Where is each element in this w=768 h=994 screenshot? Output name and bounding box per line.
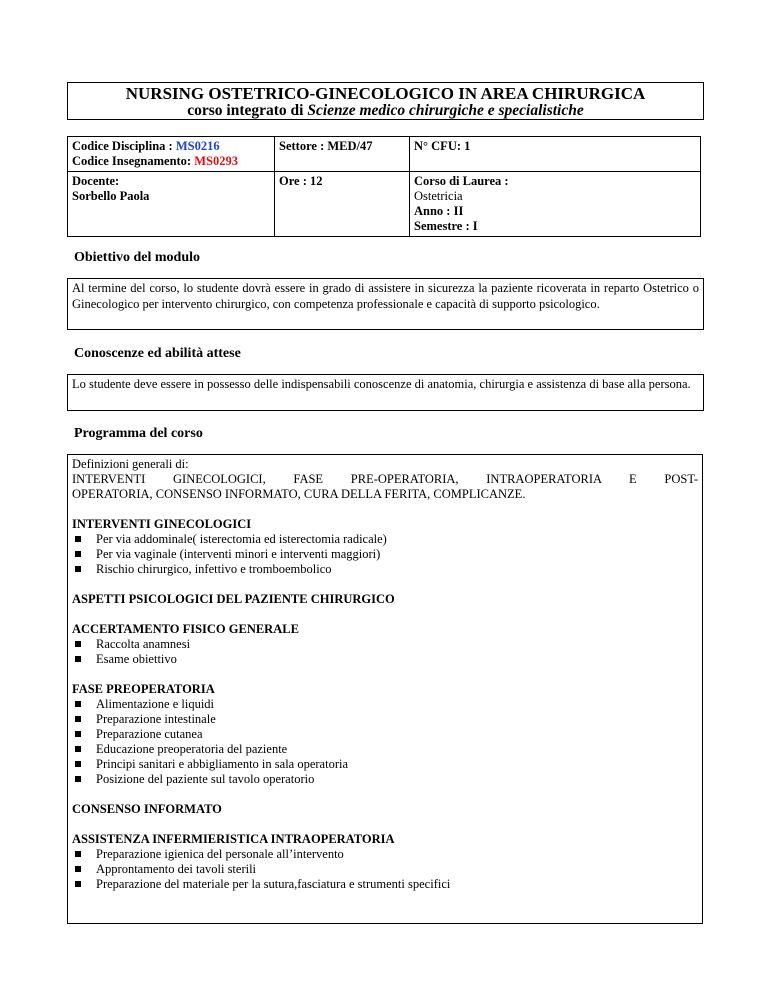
list-item — [72, 727, 698, 742]
list-item-text: Educazione preoperatoria del paziente — [96, 742, 288, 756]
list-item — [72, 547, 698, 562]
list-item-text: Principi sanitari e abbigliamento in sala operatoria — [96, 757, 349, 771]
list-item — [72, 652, 698, 667]
square-bullet-icon — [75, 641, 81, 647]
docente-name: Sorbello Paola — [72, 189, 150, 203]
corso-value: Ostetricia — [414, 189, 463, 203]
course-subtitle-italic: Scienze medico chirurgiche e specialistiche — [307, 102, 584, 119]
programma-heading: Programma del corso — [74, 426, 203, 441]
list-item — [72, 532, 698, 547]
square-bullet-icon — [75, 881, 81, 887]
list-item-text: Per via vaginale (interventi minori e interventi maggiori) — [96, 547, 381, 561]
list-item-text: Preparazione cutanea — [96, 727, 203, 741]
square-bullet-icon — [75, 566, 81, 572]
program-section-list — [72, 637, 698, 667]
square-bullet-icon — [75, 761, 81, 767]
program-section-title: ASSISTENZA INFERMIERISTICA INTRAOPERATORIA — [72, 832, 395, 846]
obiettivo-box: Al termine del corso, lo studente dovrà essere in grado di assistere in sicurezza la paziente ricoverata in reparto Ostetrico o Ginecologico per intervento chirurgico, con competenza professionale e capacità di supporto psicologico. — [67, 278, 704, 330]
list-item-text: Preparazione igienica del personale all’intervento — [96, 847, 344, 861]
list-item-text: Preparazione intestinale — [96, 712, 216, 726]
course-title: NURSING OSTETRICO-GINECOLOGICO IN AREA CHIRURGICA — [125, 84, 646, 103]
docente-cell: Docente: Sorbello Paola — [68, 172, 275, 237]
list-item — [72, 712, 698, 727]
list-item-text: Posizione del paziente sul tavolo operatorio — [96, 772, 315, 786]
list-item-text: Per via addominale( isterectomia ed isterectomia radicale) — [96, 532, 387, 546]
definizioni-line-2: OPERATORIA, CONSENSO INFORMATO, CURA DELLA FERITA, COMPLICANZE. — [72, 487, 526, 501]
list-item — [72, 772, 698, 787]
program-section-list — [72, 532, 698, 577]
programma-box — [67, 454, 703, 924]
square-bullet-icon — [75, 656, 81, 662]
program-section-title: CONSENSO INFORMATO — [72, 802, 222, 816]
square-bullet-icon — [75, 851, 81, 857]
course-subtitle: corso integrato di Scienze medico chirurgiche e specialistiche — [187, 102, 584, 119]
definizioni-intro: Definizioni generali di: — [72, 457, 189, 471]
codice-insegnamento-value: MS0293 — [194, 154, 238, 168]
semestre: Semestre : I — [414, 219, 478, 233]
list-item-text: Preparazione del materiale per la sutura,fasciatura e strumenti specifici — [96, 877, 451, 891]
list-item — [72, 697, 698, 712]
list-item — [72, 847, 698, 862]
course-title-box — [67, 82, 704, 120]
course-info-table — [67, 136, 701, 237]
conoscenze-heading: Conoscenze ed abilità attese — [74, 346, 241, 361]
program-section-title: FASE PREOPERATORIA — [72, 682, 215, 696]
list-item-text: Approntamento dei tavoli sterili — [96, 862, 257, 876]
square-bullet-icon — [75, 776, 81, 782]
anno: Anno : II — [414, 204, 464, 218]
list-item — [72, 742, 698, 757]
list-item-text: Rischio chirurgico, infettivo e tromboembolico — [96, 562, 332, 576]
codice-disciplina-value: MS0216 — [175, 139, 220, 153]
ore-cell: Ore : 12 — [275, 172, 410, 237]
program-section-list — [72, 697, 698, 787]
cfu-cell: N° CFU: 1 — [410, 137, 701, 172]
square-bullet-icon — [75, 866, 81, 872]
list-item-text: Raccolta anamnesi — [96, 637, 191, 651]
list-item — [72, 877, 698, 892]
list-item — [72, 862, 698, 877]
square-bullet-icon — [75, 716, 81, 722]
program-section-title: INTERVENTI GINECOLOGICI — [72, 517, 252, 531]
program-section-title: ASPETTI PSICOLOGICI DEL PAZIENTE CHIRURGICO — [72, 592, 395, 606]
program-section-title: ACCERTAMENTO FISICO GENERALE — [72, 622, 299, 636]
program-section-list — [72, 847, 698, 892]
definizioni-line-1: INTERVENTI GINECOLOGICI, FASE PRE-OPERATORIA, INTRAOPERATORIA E POST- — [72, 472, 698, 486]
corso-cell: Corso di Laurea : Ostetricia Anno : II Semestre : I — [410, 172, 701, 237]
square-bullet-icon — [75, 701, 81, 707]
list-item-text: Alimentazione e liquidi — [96, 697, 215, 711]
program-sections — [72, 517, 698, 892]
square-bullet-icon — [75, 731, 81, 737]
conoscenze-box: Lo studente deve essere in possesso delle indispensabili conoscenze di anatomia, chirurgia e assistenza di base alla persona. — [67, 374, 704, 411]
settore-cell: Settore : MED/47 — [275, 137, 410, 172]
codes-cell: Codice Disciplina : MS0216 Codice Insegnamento: MS0293 — [68, 137, 275, 172]
list-item-text: Esame obiettivo — [96, 652, 177, 666]
list-item — [72, 637, 698, 652]
square-bullet-icon — [75, 536, 81, 542]
square-bullet-icon — [75, 746, 81, 752]
list-item — [72, 757, 698, 772]
list-item — [72, 562, 698, 577]
obiettivo-heading: Obiettivo del modulo — [74, 250, 201, 265]
square-bullet-icon — [75, 551, 81, 557]
